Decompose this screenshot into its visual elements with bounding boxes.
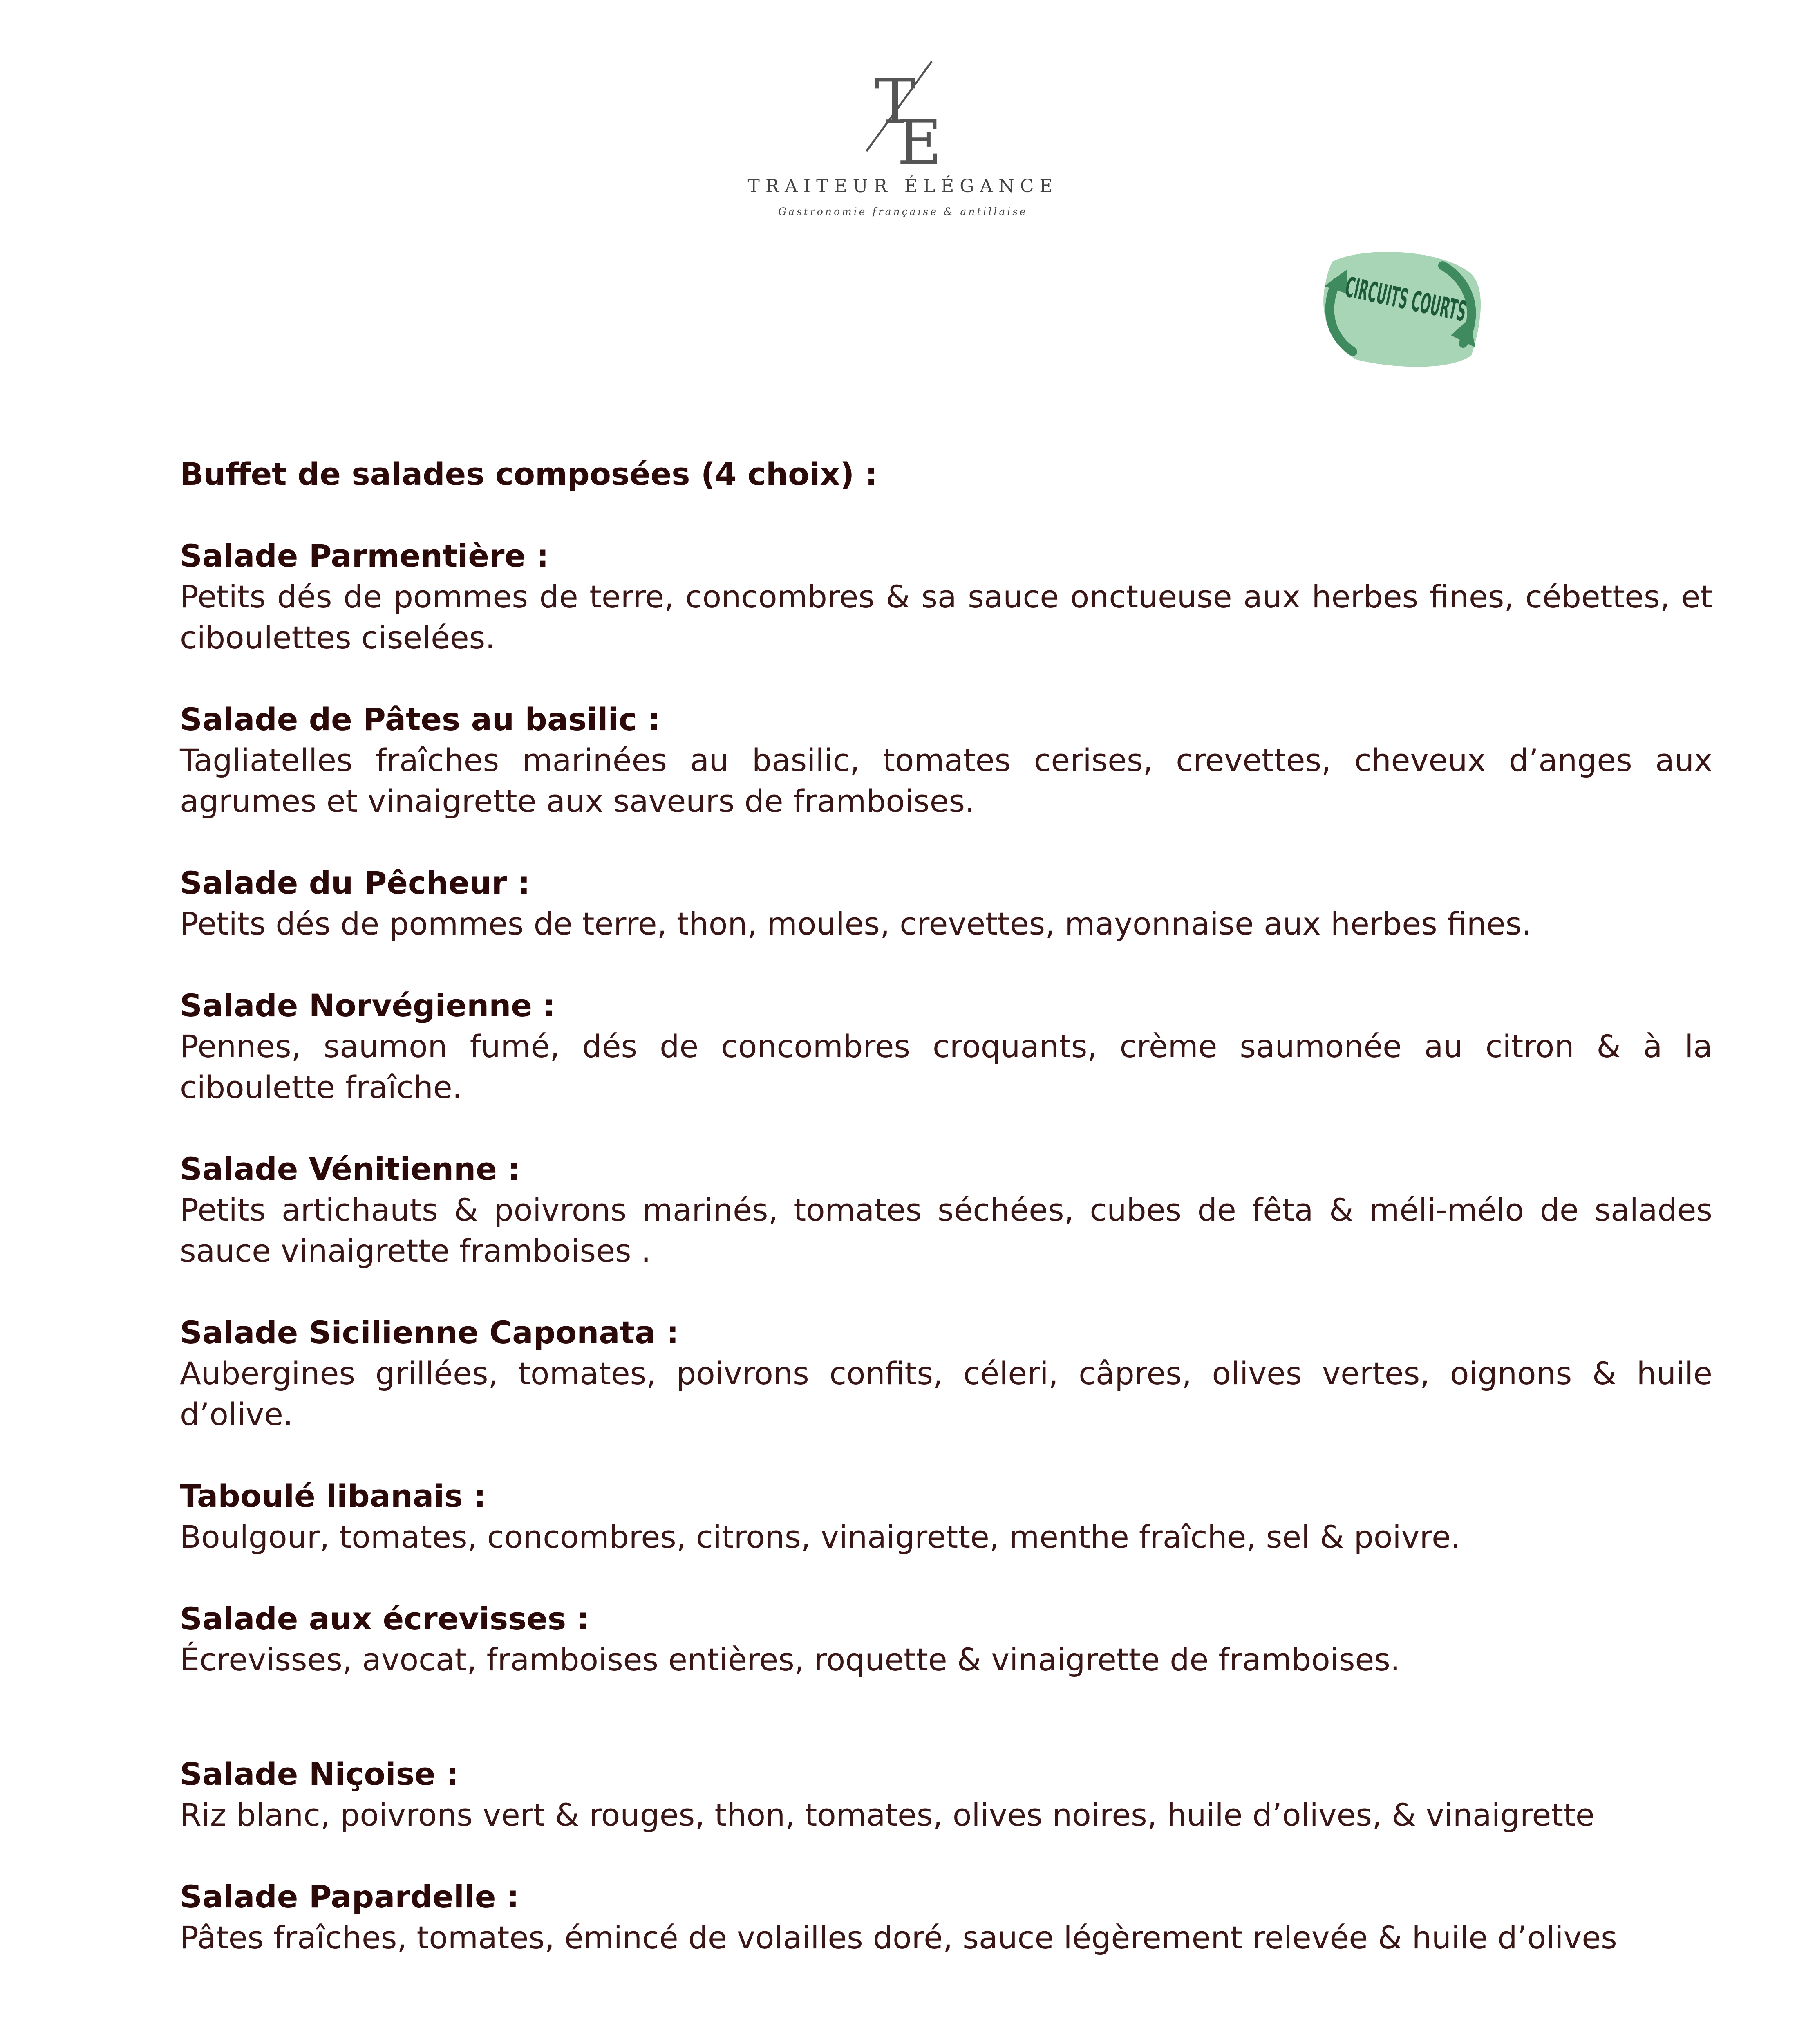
menu-item [180, 1149, 1712, 1271]
menu-item [180, 1476, 1712, 1558]
badge-text: CIRCUITS COURTS [1342, 271, 1623, 361]
item-title: Salade Parmentière : [180, 538, 549, 574]
brand-logo [695, 53, 1111, 233]
item-title: Salade Niçoise : [180, 1756, 459, 1792]
item-description: Petits dés de pommes de terre, thon, moules, crevettes, mayonnaise aux herbes fines. [180, 905, 1532, 942]
menu-content [180, 454, 1712, 1958]
item-title: Salade Papardelle : [180, 1878, 519, 1915]
item-title: Salade Sicilienne Caponata : [180, 1314, 679, 1351]
brand-tagline: Gastronomie française & antillaise [778, 206, 1028, 217]
menu-item [180, 1598, 1712, 1680]
menu-item [180, 863, 1712, 944]
circuits-courts-badge [1308, 237, 1623, 380]
menu-item [180, 536, 1712, 658]
menu-item [180, 1876, 1712, 1958]
menu-item [180, 985, 1712, 1108]
item-title: Salade Vénitienne : [180, 1151, 520, 1187]
item-title: Salade du Pêcheur : [180, 865, 530, 901]
item-title: Salade aux écrevisses : [180, 1600, 589, 1637]
item-description: Aubergines grillées, tomates, poivrons confits, céleri, câpres, olives vertes, oignons & huile d’olive. [180, 1355, 1712, 1432]
item-description: Pennes, saumon fumé, dés de concombres croquants, crème saumonée au citron & à la ciboulette fraîche. [180, 1028, 1712, 1105]
item-description: Petits dés de pommes de terre, concombres & sa sauce onctueuse aux herbes fines, cébettes, et ciboulettes ciselées. [180, 578, 1712, 656]
item-title: Taboulé libanais : [180, 1478, 486, 1514]
monogram-logo [695, 53, 1111, 178]
menu-item [180, 699, 1712, 822]
item-description: Boulgour, tomates, concombres, citrons, vinaigrette, menthe fraîche, sel & poivre. [180, 1519, 1461, 1555]
item-description: Tagliatelles fraîches marinées au basilic, tomates cerises, crevettes, cheveux d’anges aux agrumes et vinaigrette aux saveurs de framboises. [180, 742, 1712, 819]
monogram-top-letter: T [875, 66, 916, 137]
item-title: Salade de Pâtes au basilic : [180, 701, 660, 737]
menu-item [180, 1312, 1712, 1435]
item-description: Petits artichauts & poivrons marinés, tomates séchées, cubes de fêta & méli-mélo de salades sauce vinaigrette framboises . [180, 1192, 1712, 1269]
section-title: Buffet de salades composées (4 choix) : [180, 456, 878, 492]
brand-name: TRAITEUR ÉLÉGANCE [747, 176, 1059, 197]
item-title: Salade Norvégienne : [180, 987, 555, 1024]
item-description: Pâtes fraîches, tomates, émincé de volailles doré, sauce légèrement relevée & huile d’olives [180, 1919, 1617, 1956]
monogram-bottom-letter: E [897, 107, 942, 178]
menu-item [180, 1754, 1712, 1836]
item-description: Riz blanc, poivrons vert & rouges, thon, tomates, olives noires, huile d’olives, & vinaigrette [180, 1797, 1595, 1833]
item-description: Écrevisses, avocat, framboises entières, roquette & vinaigrette de framboises. [180, 1641, 1400, 1678]
